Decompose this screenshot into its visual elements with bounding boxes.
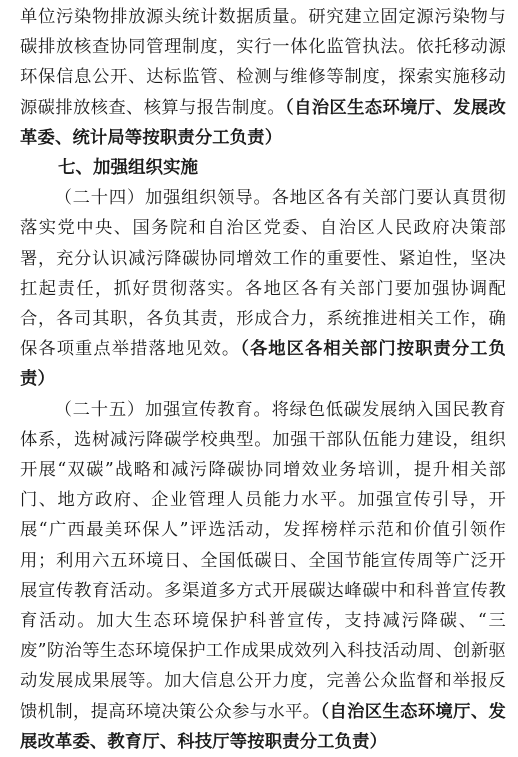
paragraph-lead: （二十四）加强组织领导。 bbox=[54, 188, 272, 209]
responsibility-note: （各地区各相关部门按职责分工负责） bbox=[20, 339, 506, 390]
paragraph-text: 单位污染物排放源头统计数据质量。研究建立固定源污染物与碳排放核查协同管理制度，实行一体化监管执法。依托移动源环保信息公开、达标监管、检测与维修等制度，探索实施移动源碳排放核查、核算与报告制度。 bbox=[20, 7, 506, 118]
paragraph-lead: （二十五）加强宣传教育。 bbox=[54, 399, 272, 420]
responsibility-note: （自治区生态环境厅、发展改革委、教育厅、科技厅等按职责分工负责） bbox=[20, 701, 506, 752]
responsibility-note: （自治区生态环境厅、发展改革委、统计局等按职责分工负责） bbox=[20, 97, 506, 148]
section-heading: 七、加强组织实施 bbox=[58, 158, 198, 179]
paragraph-text: 将绿色低碳发展纳入国民教育体系，选树减污降碳学校典型。加强干部队伍能力建设，组织开展“双碳”战略和减污降碳协同增效业务培训，提升相关部门、地方政府、企业管理人员能力水平。加强宣传引导，开展“广西最美环保人”评选活动，发挥榜样示范和价值引领作用；利用六五环境日、全国低碳日、全国节能宣传周等广泛开展宣传教育活动。多渠道多方式开展碳达峰碳中和科普宣传教育活动。加大生态环境保护科普宣传，支持减污降碳、“三废”防治等生态环境保护工作成果成效列入科技活动周、创新驱动发展成果展等。加大信息公开力度，完善公众监督和举报反馈机制，提高环境决策公众参与水平。 bbox=[20, 399, 506, 722]
paragraph-publicity bbox=[20, 395, 506, 757]
paragraph-organization bbox=[20, 183, 506, 394]
paragraph-continuation bbox=[20, 2, 506, 153]
paragraph-text: 各地区各有关部门要认真贯彻落实党中央、国务院和自治区党委、自治区人民政府决策部署，充分认识减污降碳协同增效工作的重要性、紧迫性，坚决扛起责任，抓好贯彻落实。各地区各有关部门要加强协调配合，各司其职，各负其责，形成合力，系统推进相关工作，确保各项重点举措落地见效。 bbox=[20, 188, 506, 360]
